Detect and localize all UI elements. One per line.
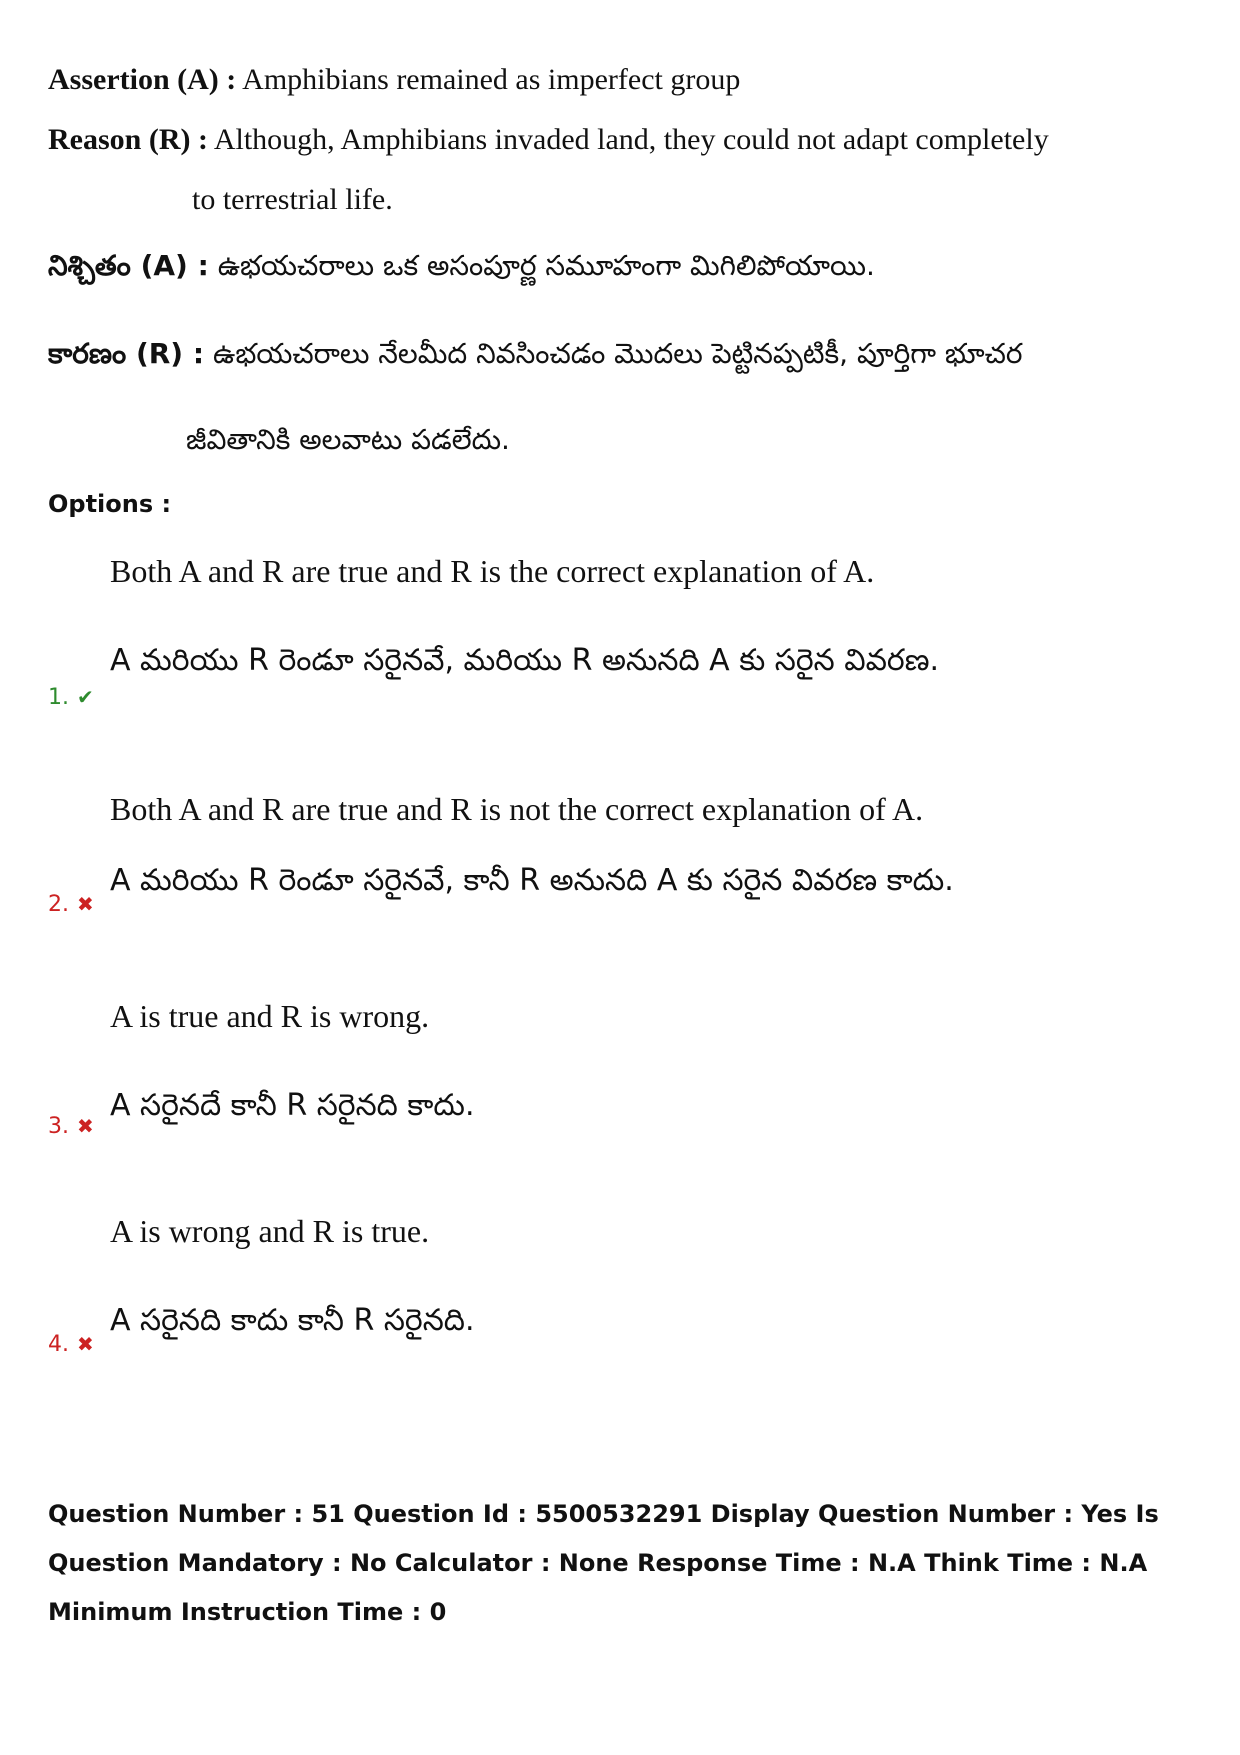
reason-en [48,120,1049,160]
option-1-text-te: A మరియు R రెండూ సరైనవే, మరియు R అనునది A కు సరైన వివరణ. [110,643,940,678]
option-4-text-en: A is wrong and R is true. [110,1213,430,1249]
assertion-te-label: నిశ్చితం (A) : [48,249,209,282]
option-2-number [48,890,94,919]
option-1-text-en: Both A and R are true and R is the correct explanation of A. [110,553,875,589]
check-icon: ✔ [77,685,94,709]
reason-te-text-line2: జీవితానికి అలవాటు పడలేదు. [186,423,510,456]
cross-icon: ✖ [77,892,94,916]
reason-en-label: Reason (R) : [48,123,208,156]
cross-icon: ✖ [77,1332,94,1356]
option-2-text-te: A మరియు R రెండూ సరైనవే, కానీ R అనునది A కు సరైన వివరణ కాదు. [110,863,954,898]
option-4-number [48,1330,94,1359]
assertion-te [48,246,875,286]
option-4-text-te: A సరైనది కాదు కానీ R సరైనది. [110,1303,475,1338]
question-metadata: Question Number : 51 Question Id : 5500532291 Display Question Number : Yes Is Question Mandatory : No Calculator : None Response Time : N.A Think Time : N.A Minimum Instruction Time : 0 [48,1500,1159,1626]
assertion-te-text: ఉభయచరాలు ఒక అసంపూర్ణ సమూహంగా మిగిలిపోయాయి. [217,249,875,282]
assertion-en-label: Assertion (A) : [48,63,237,96]
reason-te-label: కారణం (R) : [48,337,205,370]
option-3-number-label: 3. [48,1114,69,1139]
reason-te [48,334,1022,374]
option-1-number [48,683,94,712]
reason-te-text-line1: ఉభయచరాలు నేలమీద నివసించడం మొదలు పెట్టినప్పటికీ, పూర్తిగా భూచర [212,337,1023,370]
reason-en-text-line1: Although, Amphibians invaded land, they could not adapt completely [213,123,1049,156]
option-3-text-te: A సరైనదే కానీ R సరైనది కాదు. [110,1088,475,1123]
option-1-number-label: 1. [48,685,69,710]
cross-icon: ✖ [77,1114,94,1138]
option-3-number [48,1112,94,1141]
reason-en-text-line2: to terrestrial life. [192,183,393,216]
options-label: Options : [48,490,172,518]
option-4-number-label: 4. [48,1332,69,1357]
option-3-text-en: A is true and R is wrong. [110,998,430,1034]
option-2-text-en: Both A and R are true and R is not the correct explanation of A. [110,791,924,827]
option-2-number-label: 2. [48,892,69,917]
assertion-en-text: Amphibians remained as imperfect group [242,63,741,96]
assertion-en [48,60,740,100]
